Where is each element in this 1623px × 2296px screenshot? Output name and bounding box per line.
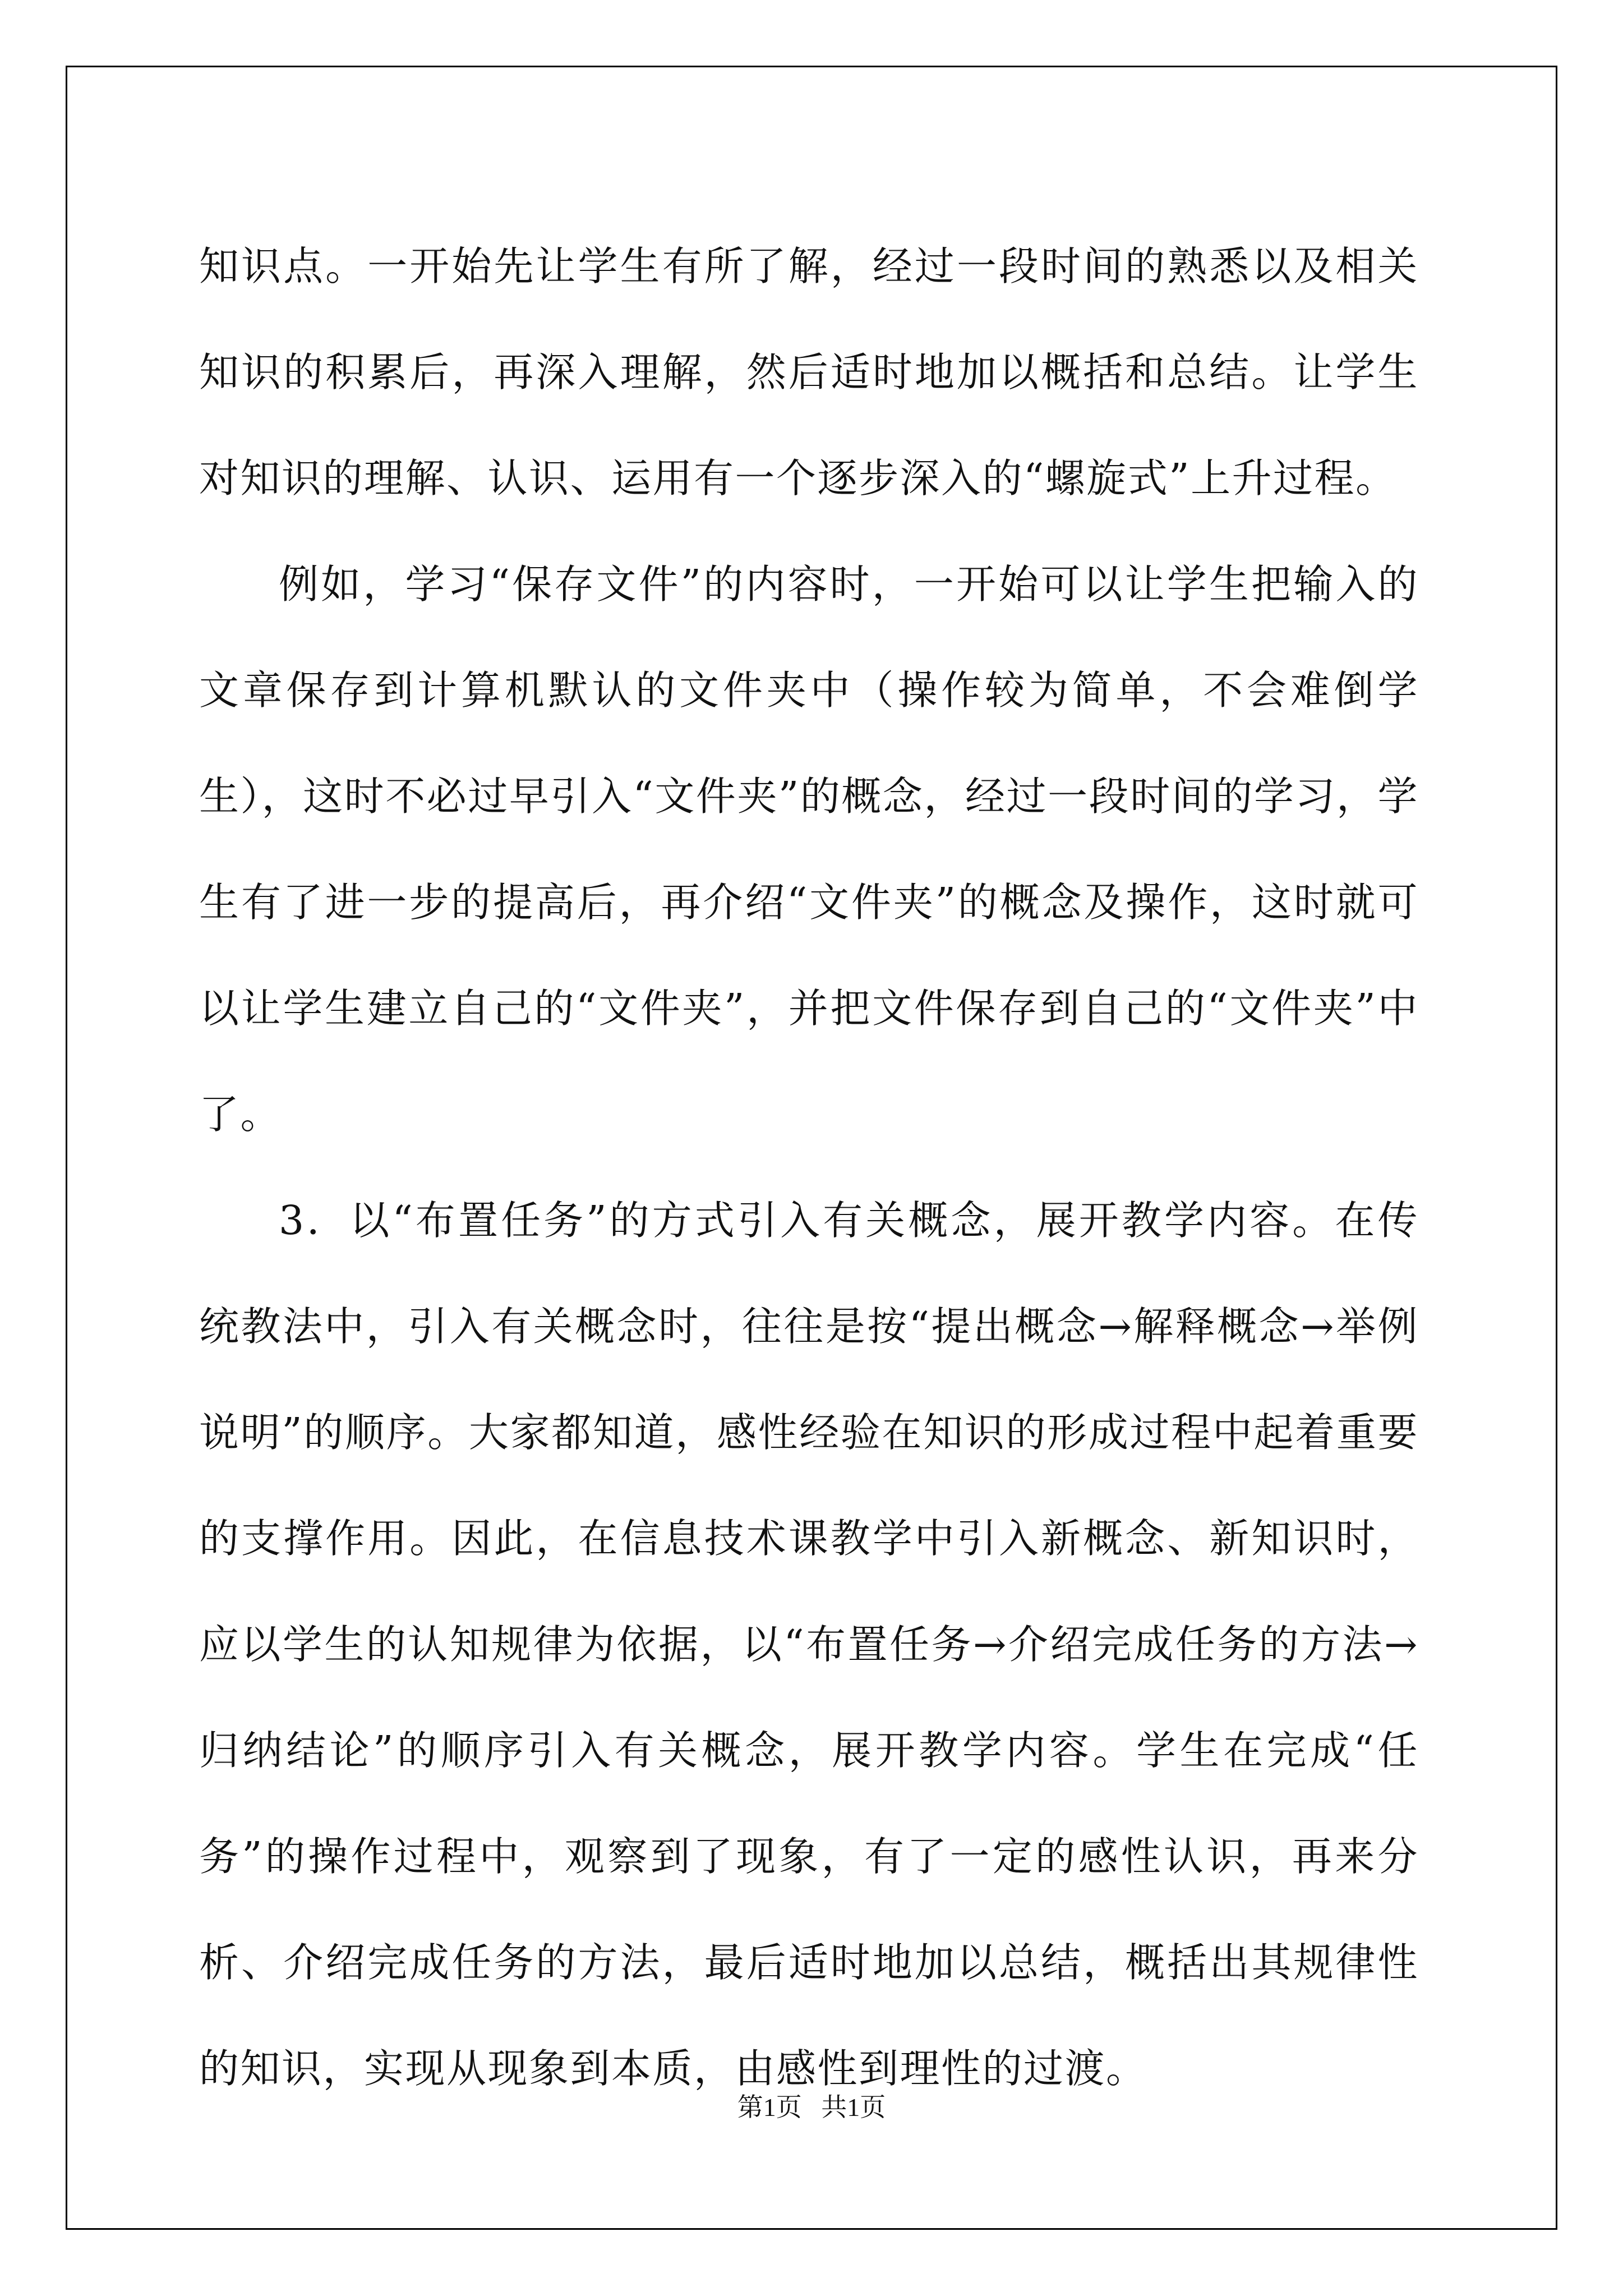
document-body (199, 213, 1419, 2122)
paragraph-1: 知识点。一开始先让学生有所了解，经过一段时间的熟悉以及相关知识的积累后，再深入理解，然后适时地加以概括和总结。让学生对知识的理解、认识、运用有一个逐步深入的“螺旋式”上升过程。 (199, 243, 1419, 501)
page-footer: 第1页 共1页 (737, 2093, 886, 2122)
paragraph-2: 例如，学习“保存文件”的内容时，一开始可以让学生把输入的文章保存到计算机默认的文件夹中（操作较为简单，不会难倒学生），这时不必过早引入“文件夹”的概念，经过一段时间的学习，学生有了进一步的提高后，再介绍“文件夹”的概念及操作，这时就可以让学生建立自己的“文件夹”，并把文件保存到自己的“文件夹”中了。 (199, 561, 1419, 1138)
paragraph-3: 3．以“布置任务”的方式引入有关概念，展开教学内容。在传统教法中，引入有关概念时，往往是按“提出概念→解释概念→举例说明”的顺序。大家都知道，感性经验在知识的形成过程中起着重要的支撑作用。因此，在信息技术课教学中引入新概念、新知识时，应以学生的认知规律为依据，以“布置任务→介绍完成任务的方法→归纳结论”的顺序引入有关概念，展开教学内容。学生在完成“任务”的操作过程中，观察到了现象，有了一定的感性认识，再来分析、介绍完成任务的方法，最后适时地加以总结，概括出其规律性的知识，实现从现象到本质，由感性到理性的过渡。 (199, 1197, 1419, 2092)
